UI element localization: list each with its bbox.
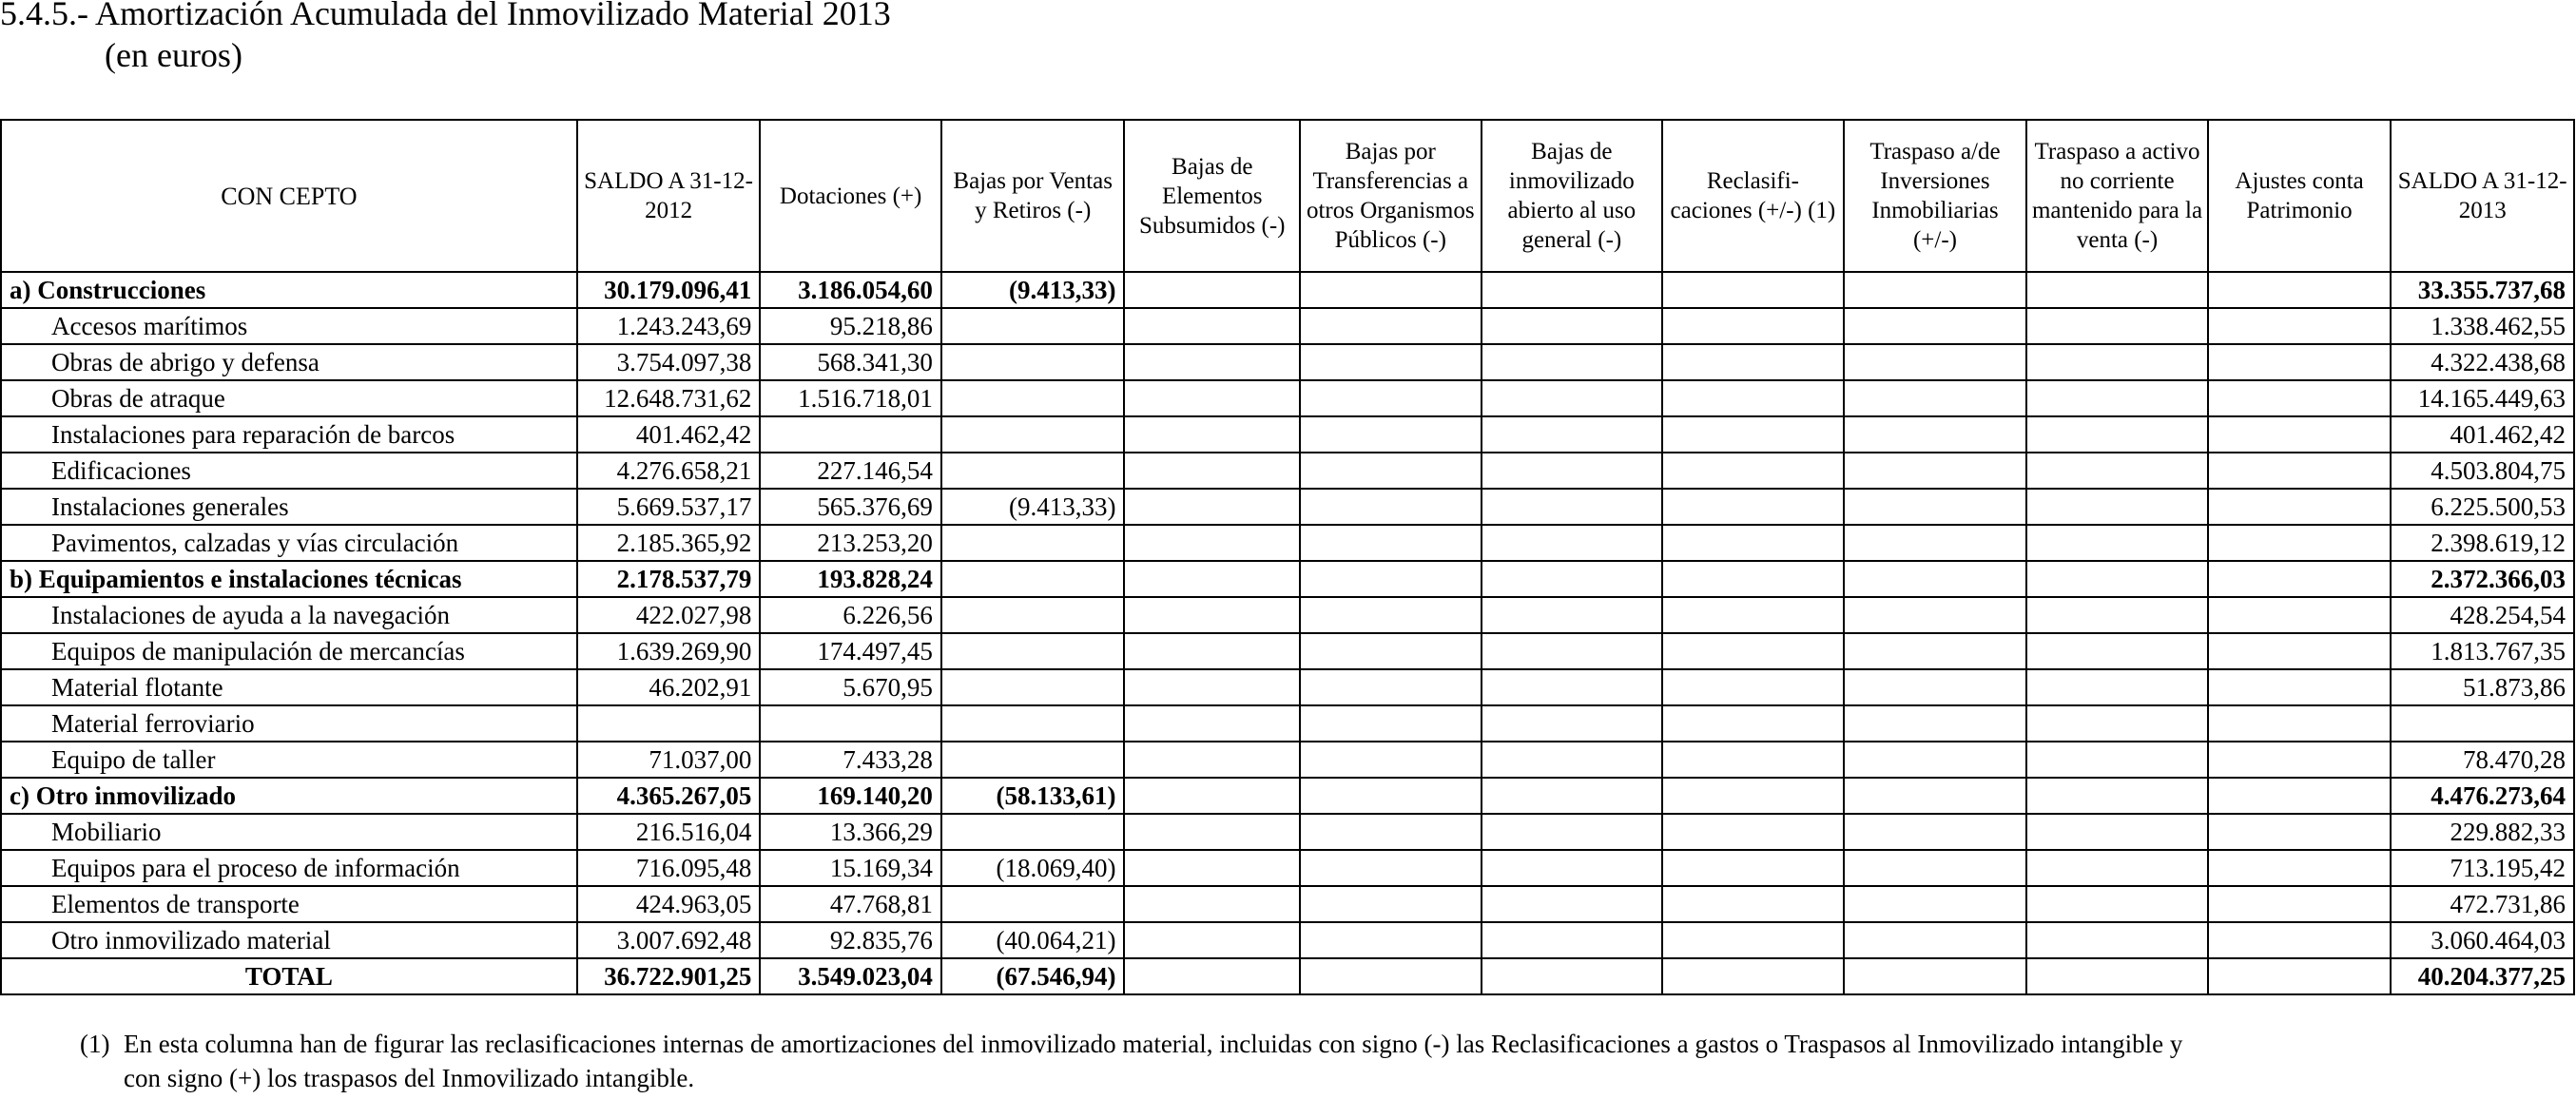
cell-value — [1300, 778, 1482, 814]
cell-value: 565.376,69 — [760, 489, 941, 525]
cell-value — [1482, 453, 1663, 489]
cell-value — [1844, 850, 2027, 886]
row-concept: Equipo de taller — [1, 742, 577, 778]
table-row — [1, 633, 2574, 669]
cell-value — [2026, 380, 2208, 416]
cell-value — [1844, 489, 2027, 525]
cell-value — [2208, 742, 2392, 778]
cell-value: 1.338.462,55 — [2391, 308, 2574, 344]
cell-value — [1844, 886, 2027, 922]
header-traspaso-activo: Traspaso a activo no corriente mantenido para la venta (-) — [2026, 120, 2208, 272]
cell-value — [1300, 561, 1482, 597]
cell-value — [1300, 453, 1482, 489]
table-row — [1, 489, 2574, 525]
cell-value: 12.648.731,62 — [577, 380, 761, 416]
cell-value — [1482, 814, 1663, 850]
cell-value — [2026, 633, 2208, 669]
cell-value — [941, 525, 1125, 561]
cell-value — [1844, 416, 2027, 453]
cell-value: 14.165.449,63 — [2391, 380, 2574, 416]
cell-value — [2208, 597, 2392, 633]
row-concept: Material flotante — [1, 669, 577, 705]
table-row — [1, 669, 2574, 705]
cell-value — [1482, 344, 1663, 380]
cell-value: 2.372.366,03 — [2391, 561, 2574, 597]
cell-value — [1482, 561, 1663, 597]
cell-value: 713.195,42 — [2391, 850, 2574, 886]
cell-value — [2208, 922, 2392, 958]
cell-value — [1482, 308, 1663, 344]
cell-value: (9.413,33) — [941, 272, 1125, 308]
cell-value — [1482, 380, 1663, 416]
cell-value: 2.398.619,12 — [2391, 525, 2574, 561]
row-concept: Instalaciones de ayuda a la navegación — [1, 597, 577, 633]
cell-value: 40.204.377,25 — [2391, 958, 2574, 994]
cell-value — [1300, 922, 1482, 958]
cell-value — [2208, 814, 2392, 850]
cell-value — [1482, 272, 1663, 308]
cell-value: 3.007.692,48 — [577, 922, 761, 958]
cell-value — [941, 597, 1125, 633]
cell-value — [1300, 850, 1482, 886]
cell-value — [577, 705, 761, 742]
cell-value: 4.322.438,68 — [2391, 344, 2574, 380]
cell-value — [2026, 489, 2208, 525]
cell-value — [760, 705, 941, 742]
cell-value — [2026, 453, 2208, 489]
header-ajustes: Ajustes conta Patrimonio — [2208, 120, 2392, 272]
cell-value: 401.462,42 — [577, 416, 761, 453]
cell-value — [1844, 561, 2027, 597]
cell-value — [2208, 669, 2392, 705]
cell-value — [1124, 380, 1300, 416]
cell-value: 216.516,04 — [577, 814, 761, 850]
table-row — [1, 922, 2574, 958]
cell-value — [2208, 525, 2392, 561]
cell-value — [941, 633, 1125, 669]
table-row — [1, 453, 2574, 489]
page-title: 5.4.5.- Amortización Acumulada del Inmovilizado Material 2013 — [0, 0, 891, 32]
cell-value: 3.060.464,03 — [2391, 922, 2574, 958]
cell-value — [2026, 958, 2208, 994]
page-subtitle: (en euros) — [105, 36, 242, 74]
cell-value: 2.185.365,92 — [577, 525, 761, 561]
header-saldo-2013: SALDO A 31-12-2013 — [2391, 120, 2574, 272]
header-bajas-transferencias: Bajas por Transferencias a otros Organismos Públicos (-) — [1300, 120, 1482, 272]
cell-value — [1124, 525, 1300, 561]
table-row — [1, 308, 2574, 344]
cell-value — [2208, 958, 2392, 994]
cell-value — [2208, 633, 2392, 669]
row-concept: Edificaciones — [1, 453, 577, 489]
cell-value — [1844, 453, 2027, 489]
cell-value: 401.462,42 — [2391, 416, 2574, 453]
cell-value — [1482, 958, 1663, 994]
cell-value — [1662, 922, 1844, 958]
cell-value — [1124, 597, 1300, 633]
cell-value: 3.754.097,38 — [577, 344, 761, 380]
cell-value: 92.835,76 — [760, 922, 941, 958]
table-row — [1, 272, 2574, 308]
row-concept: Instalaciones para reparación de barcos — [1, 416, 577, 453]
cell-value — [1300, 886, 1482, 922]
cell-value — [2026, 525, 2208, 561]
cell-value: 5.669.537,17 — [577, 489, 761, 525]
cell-value — [1662, 416, 1844, 453]
cell-value — [1844, 308, 2027, 344]
cell-value — [2208, 850, 2392, 886]
table-row — [1, 814, 2574, 850]
cell-value — [1662, 272, 1844, 308]
cell-value — [1300, 272, 1482, 308]
cell-value — [1844, 272, 2027, 308]
cell-value: 33.355.737,68 — [2391, 272, 2574, 308]
cell-value — [1482, 416, 1663, 453]
cell-value — [1482, 742, 1663, 778]
cell-value — [2026, 561, 2208, 597]
cell-value: 213.253,20 — [760, 525, 941, 561]
cell-value — [941, 561, 1125, 597]
cell-value — [1662, 742, 1844, 778]
cell-value — [1300, 525, 1482, 561]
table-row — [1, 525, 2574, 561]
cell-value — [1124, 886, 1300, 922]
row-concept: c) Otro inmovilizado — [1, 778, 577, 814]
cell-value — [1124, 344, 1300, 380]
cell-value — [1124, 922, 1300, 958]
cell-value: 5.670,95 — [760, 669, 941, 705]
cell-value — [1124, 742, 1300, 778]
cell-value — [1300, 308, 1482, 344]
cell-value — [1662, 705, 1844, 742]
cell-value — [941, 308, 1125, 344]
cell-value — [2208, 705, 2392, 742]
cell-value — [2026, 922, 2208, 958]
cell-value — [1482, 597, 1663, 633]
cell-value: (58.133,61) — [941, 778, 1125, 814]
cell-value — [1844, 380, 2027, 416]
cell-value — [1124, 453, 1300, 489]
table-row — [1, 886, 2574, 922]
cell-value — [2026, 814, 2208, 850]
cell-value: 3.549.023,04 — [760, 958, 941, 994]
cell-value: 424.963,05 — [577, 886, 761, 922]
cell-value: 6.225.500,53 — [2391, 489, 2574, 525]
cell-value — [1124, 633, 1300, 669]
cell-value — [760, 416, 941, 453]
cell-value: 46.202,91 — [577, 669, 761, 705]
table-row — [1, 561, 2574, 597]
cell-value — [1844, 958, 2027, 994]
cell-value — [2208, 380, 2392, 416]
cell-value — [1300, 489, 1482, 525]
cell-value — [941, 669, 1125, 705]
amortization-table — [0, 119, 2575, 995]
cell-value — [1662, 814, 1844, 850]
cell-value — [1482, 922, 1663, 958]
cell-value — [1482, 669, 1663, 705]
cell-value — [1300, 669, 1482, 705]
header-bajas-uso-general: Bajas de inmovilizado abierto al uso general (-) — [1482, 120, 1663, 272]
row-concept: Accesos marítimos — [1, 308, 577, 344]
cell-value — [1124, 416, 1300, 453]
cell-value: 1.639.269,90 — [577, 633, 761, 669]
cell-value — [1300, 814, 1482, 850]
cell-value: 36.722.901,25 — [577, 958, 761, 994]
header-bajas-ventas: Bajas por Ventas y Retiros (-) — [941, 120, 1125, 272]
cell-value — [1300, 597, 1482, 633]
row-concept: Elementos de transporte — [1, 886, 577, 922]
cell-value — [1482, 850, 1663, 886]
cell-value — [1844, 742, 2027, 778]
header-traspaso-inversiones: Traspaso a/de Inversiones Inmobiliarias (+/-) — [1844, 120, 2027, 272]
row-concept: Instalaciones generales — [1, 489, 577, 525]
cell-value — [941, 416, 1125, 453]
header-bajas-subsumidos: Bajas de Elementos Subsumidos (-) — [1124, 120, 1300, 272]
cell-value — [1844, 778, 2027, 814]
cell-value — [1300, 344, 1482, 380]
table-row — [1, 416, 2574, 453]
cell-value — [941, 380, 1125, 416]
cell-value: 1.243.243,69 — [577, 308, 761, 344]
cell-value — [1844, 669, 2027, 705]
cell-value — [1662, 380, 1844, 416]
header-reclasificaciones: Reclasifi- caciones (+/-) (1) — [1662, 120, 1844, 272]
cell-value: (40.064,21) — [941, 922, 1125, 958]
cell-value — [2208, 489, 2392, 525]
footnote-line-1: En esta columna han de figurar las reclasificaciones internas de amortizaciones del inmovilizado material, incluidas con signo (-) las Reclasificaciones a gastos o Traspasos al Inmovilizado intangible y — [124, 1030, 2183, 1058]
table-row — [1, 958, 2574, 994]
cell-value — [2208, 886, 2392, 922]
cell-value — [1482, 886, 1663, 922]
cell-value — [1124, 778, 1300, 814]
cell-value — [941, 705, 1125, 742]
cell-value — [2391, 705, 2574, 742]
cell-value: (18.069,40) — [941, 850, 1125, 886]
cell-value — [1300, 705, 1482, 742]
cell-value — [1300, 380, 1482, 416]
cell-value: 15.169,34 — [760, 850, 941, 886]
table-row — [1, 778, 2574, 814]
cell-value — [2026, 669, 2208, 705]
row-concept: Pavimentos, calzadas y vías circulación — [1, 525, 577, 561]
cell-value — [1662, 850, 1844, 886]
cell-value — [1124, 561, 1300, 597]
cell-value — [1300, 633, 1482, 669]
table-row — [1, 380, 2574, 416]
cell-value: 169.140,20 — [760, 778, 941, 814]
footnote-mark: (1) — [80, 1030, 110, 1058]
header-concepto: CON CEPTO — [1, 120, 577, 272]
cell-value: 193.828,24 — [760, 561, 941, 597]
cell-value — [1300, 742, 1482, 778]
cell-value — [2026, 778, 2208, 814]
cell-value — [1662, 308, 1844, 344]
cell-value — [941, 453, 1125, 489]
cell-value: 428.254,54 — [2391, 597, 2574, 633]
cell-value: 229.882,33 — [2391, 814, 2574, 850]
cell-value: 4.503.804,75 — [2391, 453, 2574, 489]
cell-value — [1844, 705, 2027, 742]
header-dotaciones: Dotaciones (+) — [760, 120, 941, 272]
cell-value: 95.218,86 — [760, 308, 941, 344]
table-row — [1, 742, 2574, 778]
cell-value — [1844, 814, 2027, 850]
row-concept: Obras de abrigo y defensa — [1, 344, 577, 380]
cell-value — [1300, 958, 1482, 994]
cell-value — [2208, 416, 2392, 453]
cell-value — [1662, 561, 1844, 597]
cell-value — [1124, 489, 1300, 525]
cell-value — [2208, 453, 2392, 489]
cell-value: 227.146,54 — [760, 453, 941, 489]
cell-value — [2026, 272, 2208, 308]
cell-value — [1662, 597, 1844, 633]
cell-value: (67.546,94) — [941, 958, 1125, 994]
table-header-row — [1, 120, 2574, 272]
cell-value — [1124, 669, 1300, 705]
cell-value — [2026, 308, 2208, 344]
table-row — [1, 597, 2574, 633]
row-concept: Equipos de manipulación de mercancías — [1, 633, 577, 669]
cell-value: 78.470,28 — [2391, 742, 2574, 778]
cell-value — [1124, 308, 1300, 344]
cell-value — [1662, 344, 1844, 380]
row-concept: TOTAL — [1, 958, 577, 994]
cell-value — [1482, 525, 1663, 561]
cell-value — [1300, 416, 1482, 453]
cell-value — [1662, 633, 1844, 669]
cell-value: 4.476.273,64 — [2391, 778, 2574, 814]
cell-value — [1482, 489, 1663, 525]
cell-value: 174.497,45 — [760, 633, 941, 669]
cell-value — [2208, 344, 2392, 380]
row-concept: Obras de atraque — [1, 380, 577, 416]
table-row — [1, 850, 2574, 886]
cell-value: 47.768,81 — [760, 886, 941, 922]
cell-value: 4.276.658,21 — [577, 453, 761, 489]
row-concept: Otro inmovilizado material — [1, 922, 577, 958]
cell-value — [2026, 416, 2208, 453]
cell-value — [1844, 597, 2027, 633]
cell-value — [1124, 705, 1300, 742]
cell-value: 51.873,86 — [2391, 669, 2574, 705]
cell-value — [1124, 850, 1300, 886]
cell-value — [2026, 742, 2208, 778]
cell-value — [941, 344, 1125, 380]
cell-value: 1.813.767,35 — [2391, 633, 2574, 669]
cell-value — [1482, 633, 1663, 669]
cell-value — [1124, 272, 1300, 308]
cell-value: 4.365.267,05 — [577, 778, 761, 814]
cell-value — [1662, 489, 1844, 525]
cell-value — [2026, 886, 2208, 922]
header-saldo-2012: SALDO A 31-12-2012 — [577, 120, 761, 272]
cell-value — [1482, 705, 1663, 742]
cell-value — [941, 886, 1125, 922]
cell-value — [941, 814, 1125, 850]
cell-value: 7.433,28 — [760, 742, 941, 778]
row-concept: Equipos para el proceso de información — [1, 850, 577, 886]
cell-value — [1662, 669, 1844, 705]
cell-value — [2026, 344, 2208, 380]
cell-value — [1662, 958, 1844, 994]
cell-value: 472.731,86 — [2391, 886, 2574, 922]
cell-value — [1844, 922, 2027, 958]
table-row — [1, 705, 2574, 742]
cell-value — [1844, 344, 2027, 380]
cell-value — [2026, 850, 2208, 886]
footnote-line-2: con signo (+) los traspasos del Inmovilizado intangible. — [124, 1064, 695, 1092]
cell-value — [1662, 886, 1844, 922]
cell-value: 422.027,98 — [577, 597, 761, 633]
cell-value — [1124, 814, 1300, 850]
footnote — [80, 1027, 2533, 1095]
table-body — [1, 272, 2574, 994]
cell-value — [941, 742, 1125, 778]
row-concept: Mobiliario — [1, 814, 577, 850]
cell-value: 13.366,29 — [760, 814, 941, 850]
cell-value — [1844, 633, 2027, 669]
cell-value — [1662, 525, 1844, 561]
cell-value — [2208, 308, 2392, 344]
cell-value — [1124, 958, 1300, 994]
cell-value — [1482, 778, 1663, 814]
row-concept: a) Construcciones — [1, 272, 577, 308]
cell-value: 71.037,00 — [577, 742, 761, 778]
cell-value — [2208, 561, 2392, 597]
cell-value: 568.341,30 — [760, 344, 941, 380]
row-concept: Material ferroviario — [1, 705, 577, 742]
cell-value — [1844, 525, 2027, 561]
cell-value: 30.179.096,41 — [577, 272, 761, 308]
row-concept: b) Equipamientos e instalaciones técnicas — [1, 561, 577, 597]
cell-value — [2208, 778, 2392, 814]
cell-value: 1.516.718,01 — [760, 380, 941, 416]
cell-value: (9.413,33) — [941, 489, 1125, 525]
cell-value: 3.186.054,60 — [760, 272, 941, 308]
cell-value: 2.178.537,79 — [577, 561, 761, 597]
cell-value — [2208, 272, 2392, 308]
cell-value: 716.095,48 — [577, 850, 761, 886]
cell-value — [1662, 453, 1844, 489]
cell-value — [2026, 597, 2208, 633]
table-row — [1, 344, 2574, 380]
cell-value: 6.226,56 — [760, 597, 941, 633]
cell-value — [2026, 705, 2208, 742]
cell-value — [1662, 778, 1844, 814]
